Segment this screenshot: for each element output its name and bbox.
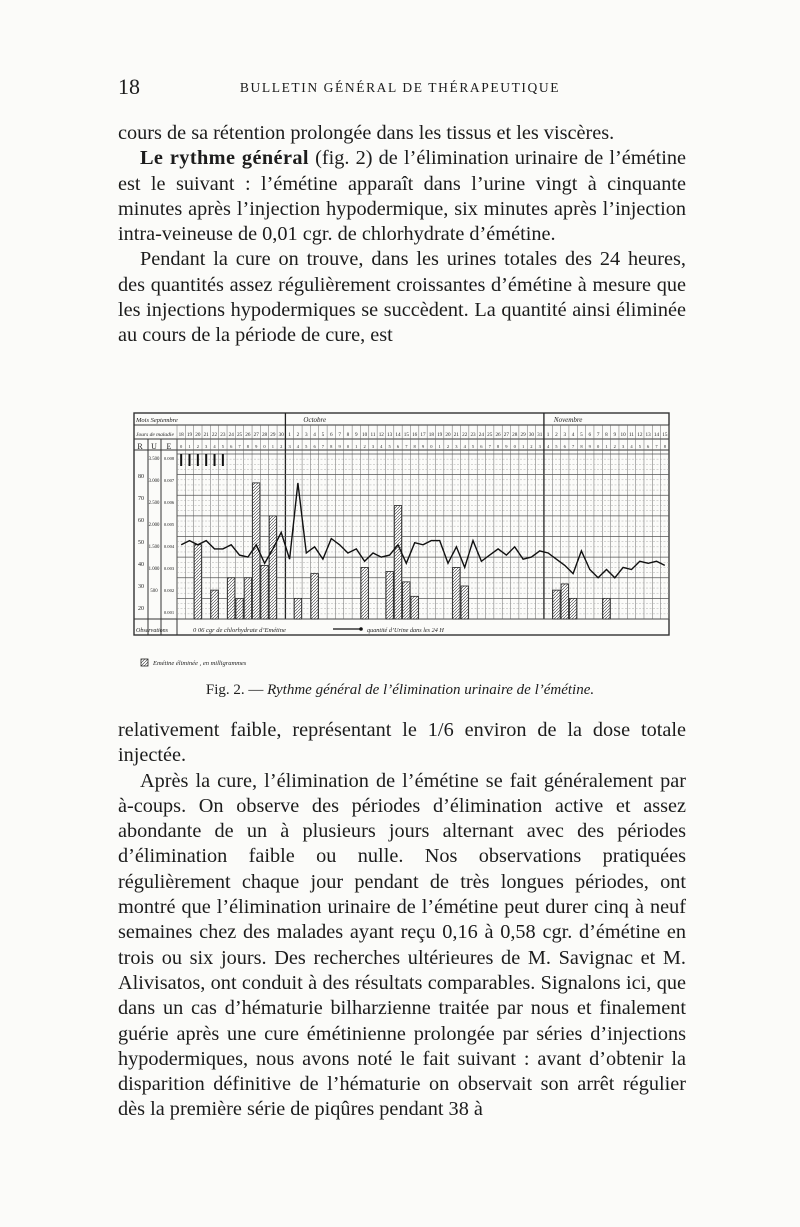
scale-e-label: 0.004 — [163, 544, 175, 549]
index-tick-label: 0 — [263, 444, 266, 449]
index-tick-label: 1 — [438, 444, 441, 449]
emetine-bar — [461, 586, 468, 619]
day-number-label: 15 — [403, 432, 409, 438]
day-number-label: 3 — [304, 432, 308, 438]
emetine-bar — [244, 578, 251, 619]
paragraph-5: Après la cure, l’élimination de l’émétine se fait généralement par à-coups. On observe des périodes d’élimination active et assez abondante de un à plusieurs jours alternant avec des périodes d’élimination faible ou nulle. Nos observations pratiquées régulièrement chaque jour pendant de très longues périodes, ont montré que l’élimination urinaire de l’émétine peut durer cinq à neuf semaines chez des malades ayant reçu 0,16 à 0,58 cgr. d’émétine en trois ou six jours. Des recherches ultérieures de M. Savignac et M. Alivisatos, ont conduit à des résultats comparables. Signalons ici, que dans un cas d’hématurie bilharzienne traitée par nous et finalement guérie après une cure émétinienne prolongée par séries d’injections hypodermiques, nous avons noté le fait suivant : avant d’obtenir la disparition définitive de l’hématurie on observait son arrêt régulier dès la première série de piqûres pendant 38 à — [118, 769, 686, 1121]
scale-r-label: 50 — [138, 540, 144, 546]
index-tick-label: 2 — [613, 444, 616, 449]
day-number-label: 15 — [662, 432, 668, 438]
legend-dose-text: 0 06 cgr de chlorhydrate d’Emétine — [193, 627, 286, 634]
emetine-bar — [311, 574, 318, 619]
day-number-label: 11 — [628, 432, 634, 438]
index-tick-label: 9 — [505, 444, 508, 449]
running-title: BULLETIN GÉNÉRAL DE THÉRAPEUTIQUE — [239, 80, 561, 95]
scale-e-label: 0.007 — [163, 478, 175, 483]
day-number-label: 8 — [605, 432, 608, 438]
day-number-label: 24 — [478, 432, 484, 438]
index-tick-label: 1 — [271, 444, 275, 449]
index-tick-label: 5 — [555, 444, 558, 449]
paragraph-2-rest: (fig. 2) de l’élimination urinaire de l’émétine est le suivant : l’émétine apparaît dans l’urine vingt à cinquante minutes après l’injection hypodermique, six minutes après l’injection intra-veineuse de 0,01 cgr. de chlorhydrate d’émétine. — [118, 147, 686, 246]
day-number-label: 13 — [645, 432, 651, 438]
scale-u-label: 2.500 — [148, 501, 160, 506]
paragraph-3: Pendant la cure on trouve, dans les urines totales des 24 heures, des quantités assez régulièrement croissantes d’émétine à mesure que les injections hypodermiques se succèdent. La quantité ainsi éliminée au cours de la période de cure, est — [118, 248, 686, 347]
index-tick-label: 8 — [330, 444, 333, 449]
index-tick-label: 4 — [630, 444, 633, 449]
scale-r-label: 60 — [138, 518, 144, 524]
index-tick-label: 0 — [596, 444, 600, 449]
index-tick-label: 7 — [488, 444, 491, 449]
day-number-label: 18 — [428, 432, 434, 438]
emetine-bar — [561, 584, 568, 619]
emetine-bar — [211, 590, 218, 619]
scale-u-label: 1.500 — [148, 545, 160, 550]
day-number-label: 2 — [555, 432, 558, 438]
index-tick-label: 5 — [305, 444, 308, 449]
scale-u-label: 1.000 — [148, 567, 160, 572]
col-u-label: U — [151, 442, 157, 451]
index-tick-label: 6 — [396, 444, 400, 449]
index-tick-label: 7 — [238, 444, 241, 449]
index-tick-label: 4 — [213, 444, 216, 449]
index-tick-label: 4 — [546, 444, 550, 449]
index-tick-label: 8 — [496, 444, 500, 449]
day-number-label: 23 — [220, 432, 226, 438]
day-number-label: 11 — [370, 432, 376, 438]
index-tick-label: 2 — [196, 444, 199, 449]
emetine-bar — [294, 598, 301, 619]
month-row-label: Mois Septembre — [136, 417, 178, 424]
index-tick-label: 8 — [580, 444, 583, 449]
index-tick-label: 3 — [205, 444, 208, 449]
scale-e-label: 0.001 — [163, 610, 175, 615]
day-number-label: 25 — [236, 432, 243, 438]
index-tick-label: 6 — [313, 444, 316, 449]
day-number-label: 14 — [395, 432, 401, 438]
scale-u-label: 3.500 — [148, 457, 160, 462]
caption-label: Fig. 2. — — [205, 682, 268, 698]
index-tick-label: 2 — [363, 444, 366, 449]
index-tick-label: 9 — [421, 444, 425, 449]
day-number-label: 6 — [329, 432, 333, 438]
day-number-label: 27 — [253, 432, 259, 438]
index-tick-label: 2 — [530, 444, 533, 449]
scale-e-label: 0.005 — [163, 522, 175, 527]
index-tick-label: 0 — [513, 444, 516, 449]
scale-r-label: 30 — [138, 584, 144, 590]
index-tick-label: 1 — [605, 444, 608, 449]
emetine-bar — [403, 582, 410, 619]
index-tick-label: 8 — [246, 444, 250, 449]
day-number-label: 21 — [453, 432, 459, 438]
day-number-label: 7 — [338, 432, 341, 438]
day-number-label: 7 — [596, 432, 600, 438]
scale-u-label: 3.000 — [148, 479, 160, 484]
emetine-bar — [194, 545, 201, 619]
scale-e-label: 0.006 — [163, 500, 175, 505]
day-number-label: 13 — [387, 432, 393, 438]
index-tick-label: 7 — [655, 444, 658, 449]
day-number-label: 23 — [470, 432, 476, 438]
day-number-label: 14 — [653, 432, 660, 438]
paragraph-1: cours de sa rétention prolongée dans les tissus et les viscères. — [118, 122, 615, 144]
legend-observations-label: Observations — [136, 628, 168, 634]
col-r-label: R — [137, 442, 143, 451]
index-tick-label: 4 — [463, 444, 466, 449]
index-tick-label: 0 — [180, 444, 183, 449]
day-number-label: 16 — [412, 432, 418, 438]
emetine-bar — [411, 596, 418, 619]
day-number-label: 10 — [362, 432, 368, 438]
legend-bar-sample — [141, 659, 148, 666]
day-number-label: 31 — [537, 432, 543, 438]
index-tick-label: 9 — [255, 444, 258, 449]
day-number-label: 1 — [288, 432, 291, 438]
day-number-label: 19 — [437, 432, 443, 438]
emetine-bar — [236, 598, 243, 619]
day-number-label: 5 — [580, 432, 583, 438]
index-tick-label: 1 — [188, 444, 191, 449]
emetine-bar — [361, 567, 368, 619]
index-tick-label: 5 — [471, 444, 475, 449]
day-number-label: 9 — [613, 432, 617, 438]
page-number: 18 — [118, 74, 140, 99]
emetine-bar — [603, 598, 610, 619]
scale-e-label: 0.002 — [163, 588, 175, 593]
day-number-label: 18 — [178, 432, 184, 438]
day-number-label: 21 — [203, 432, 209, 438]
emetine-bar — [261, 565, 268, 619]
emetine-bar — [269, 516, 276, 619]
legend-line-text: quantité d’Urine dans les 24 H — [367, 627, 444, 634]
day-number-label: 6 — [588, 432, 592, 438]
day-number-label: 2 — [296, 432, 300, 438]
day-number-label: 28 — [261, 432, 268, 438]
index-tick-label: 2 — [446, 444, 450, 449]
day-number-label: 12 — [637, 432, 643, 438]
index-tick-label: 7 — [571, 444, 575, 449]
index-tick-label: 7 — [321, 444, 325, 449]
day-number-label: 26 — [495, 432, 501, 438]
day-number-label: 20 — [195, 432, 201, 438]
month-october-label: Octobre — [303, 416, 327, 424]
index-tick-label: 4 — [296, 444, 300, 449]
text-block-top — [118, 121, 686, 349]
figure-caption — [0, 682, 800, 699]
day-number-label: 28 — [512, 432, 518, 438]
caption-text: Rythme général de l’élimination urinaire de l’émétine. — [267, 682, 595, 698]
figure-2-chart — [133, 407, 673, 675]
emetine-bar — [453, 567, 460, 619]
day-number-label: 24 — [228, 432, 234, 438]
index-tick-label: 9 — [338, 444, 341, 449]
emetine-bar — [569, 598, 576, 619]
day-number-label: 29 — [520, 432, 526, 438]
paragraph-2 — [118, 146, 686, 247]
day-number-label: 8 — [346, 432, 350, 438]
index-tick-label: 0 — [346, 444, 350, 449]
index-tick-label: 9 — [588, 444, 591, 449]
index-tick-label: 3 — [371, 444, 375, 449]
scale-r-label: 70 — [138, 496, 144, 502]
col-e-label: E — [166, 442, 172, 451]
index-tick-label: 0 — [430, 444, 433, 449]
index-tick-label: 5 — [388, 444, 391, 449]
legend-line-dot — [359, 627, 363, 631]
day-number-label: 25 — [487, 432, 493, 438]
paragraph-4: relativement faible, représentant le 1/6 environ de la dose totale injectée. — [118, 719, 686, 767]
scale-e-label: 0.003 — [163, 566, 175, 571]
emetine-bar — [386, 572, 393, 619]
day-number-label: 19 — [186, 432, 193, 438]
index-tick-label: 5 — [221, 444, 224, 449]
scale-r-label: 40 — [138, 562, 144, 568]
legend-bar-text: Emétine éliminée , en milligrammes — [153, 660, 247, 667]
index-tick-label: 5 — [638, 444, 641, 449]
index-tick-label: 1 — [355, 444, 358, 449]
day-number-label: 3 — [563, 432, 567, 438]
day-number-label: 4 — [571, 432, 575, 438]
index-tick-label: 6 — [230, 444, 233, 449]
index-tick-label: 2 — [280, 444, 283, 449]
index-tick-label: 3 — [455, 444, 458, 449]
day-number-label: 27 — [503, 432, 509, 438]
day-number-label: 5 — [321, 432, 325, 438]
day-number-label: 29 — [270, 432, 276, 438]
index-tick-label: 8 — [663, 444, 666, 449]
day-number-label: 20 — [445, 432, 451, 438]
day-number-label: 4 — [313, 432, 316, 438]
day-number-label: 9 — [354, 432, 358, 438]
day-number-label: 30 — [278, 432, 284, 438]
rythme-general-lead: Le rythme général — [140, 147, 309, 170]
index-tick-label: 6 — [480, 444, 483, 449]
index-tick-label: 7 — [405, 444, 408, 449]
emetine-bar — [228, 578, 235, 619]
scale-r-label: 20 — [138, 606, 144, 612]
day-number-label: 12 — [378, 432, 384, 438]
index-tick-label: 6 — [647, 444, 650, 449]
index-tick-label: 3 — [622, 444, 625, 449]
index-tick-label: 6 — [563, 444, 566, 449]
scale-u-label: 500 — [150, 589, 158, 594]
index-tick-label: 3 — [288, 444, 291, 449]
day-number-label: 22 — [462, 432, 468, 438]
day-number-label: 30 — [528, 432, 535, 438]
day-number-label: 26 — [245, 432, 251, 438]
scale-u-label: 2.000 — [148, 523, 160, 528]
day-number-label: 10 — [620, 432, 626, 438]
scale-r-label: 80 — [138, 474, 144, 480]
index-tick-label: 4 — [380, 444, 383, 449]
chart-svg — [133, 407, 673, 675]
day-number-label: 1 — [546, 432, 550, 438]
day-number-label: 17 — [420, 432, 426, 438]
scale-e-label: 0.008 — [163, 456, 175, 461]
index-tick-label: 3 — [538, 444, 541, 449]
month-november-label: Novembre — [553, 416, 583, 424]
day-row-label: Jours de maladie — [136, 432, 174, 438]
index-tick-label: 1 — [521, 444, 525, 449]
emetine-bar — [553, 590, 560, 619]
text-block-bottom — [118, 718, 686, 1123]
index-tick-label: 8 — [413, 444, 416, 449]
emetine-bar — [394, 506, 401, 619]
day-number-label: 22 — [211, 432, 218, 438]
